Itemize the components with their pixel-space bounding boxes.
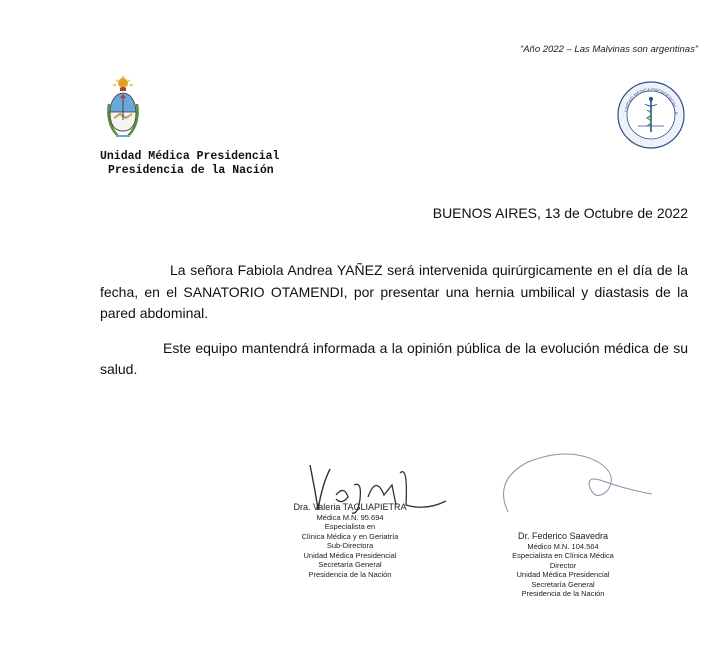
organization-header	[100, 150, 279, 178]
signer-detail: Especialista en Clínica Médica	[512, 551, 614, 560]
signer-license: Médico M.N. 104.564	[527, 541, 599, 551]
signer-role: Sub-Directora	[326, 541, 374, 550]
paragraph-2: Este equipo mantendrá informada a la opinión pública de la evolución médica de su salud.	[100, 339, 688, 377]
signer-name: Dr. Federico Saavedra	[517, 531, 609, 541]
signer-detail: Secretaría General	[318, 560, 382, 569]
signature-block-left	[270, 503, 430, 579]
signer-detail: Presidencia de la Nación	[521, 589, 605, 598]
signer-role: Director	[549, 560, 577, 570]
medical-unit-seal-icon	[616, 80, 686, 150]
org-parent: Presidencia de la Nación	[108, 164, 274, 177]
letter-body	[100, 260, 688, 381]
motto-text: “Año 2022 – Las Malvinas son argentinas”	[520, 44, 698, 55]
letter-date: BUENOS AIRES, 13 de Octubre de 2022	[432, 205, 688, 221]
signer-detail: Clínica Médica y en Geriatría	[301, 531, 399, 541]
signer-detail: Secretaría General	[531, 579, 595, 589]
signer-detail: Presidencia de la Nación	[308, 569, 392, 579]
coat-of-arms-icon	[106, 74, 140, 144]
signature-block-right	[488, 532, 638, 599]
signature-right-scribble	[488, 440, 658, 520]
org-name: Unidad Médica Presidencial	[100, 150, 280, 163]
signer-license: Médica M.N. 95.694	[316, 512, 384, 522]
signer-name: Dra. Valeria TAGLIAPIETRA	[293, 502, 407, 512]
signer-detail: Especialista en	[324, 522, 376, 531]
signer-detail: Unidad Médica Presidencial	[303, 550, 397, 560]
signer-detail: Unidad Médica Presidencial	[516, 570, 610, 579]
svg-text:UNIDAD MÉDICA PRESIDENCIAL · A: UNIDAD MÉDICA PRESIDENCIAL · A	[623, 86, 680, 115]
paragraph-1: La señora Fabiola Andrea YAÑEZ será intervenida quirúrgicamente en el día de la fecha, en el SANATORIO OTAMENDI, por presentar una hernia umbilical y diastasis de la pared abdominal.	[100, 262, 688, 321]
